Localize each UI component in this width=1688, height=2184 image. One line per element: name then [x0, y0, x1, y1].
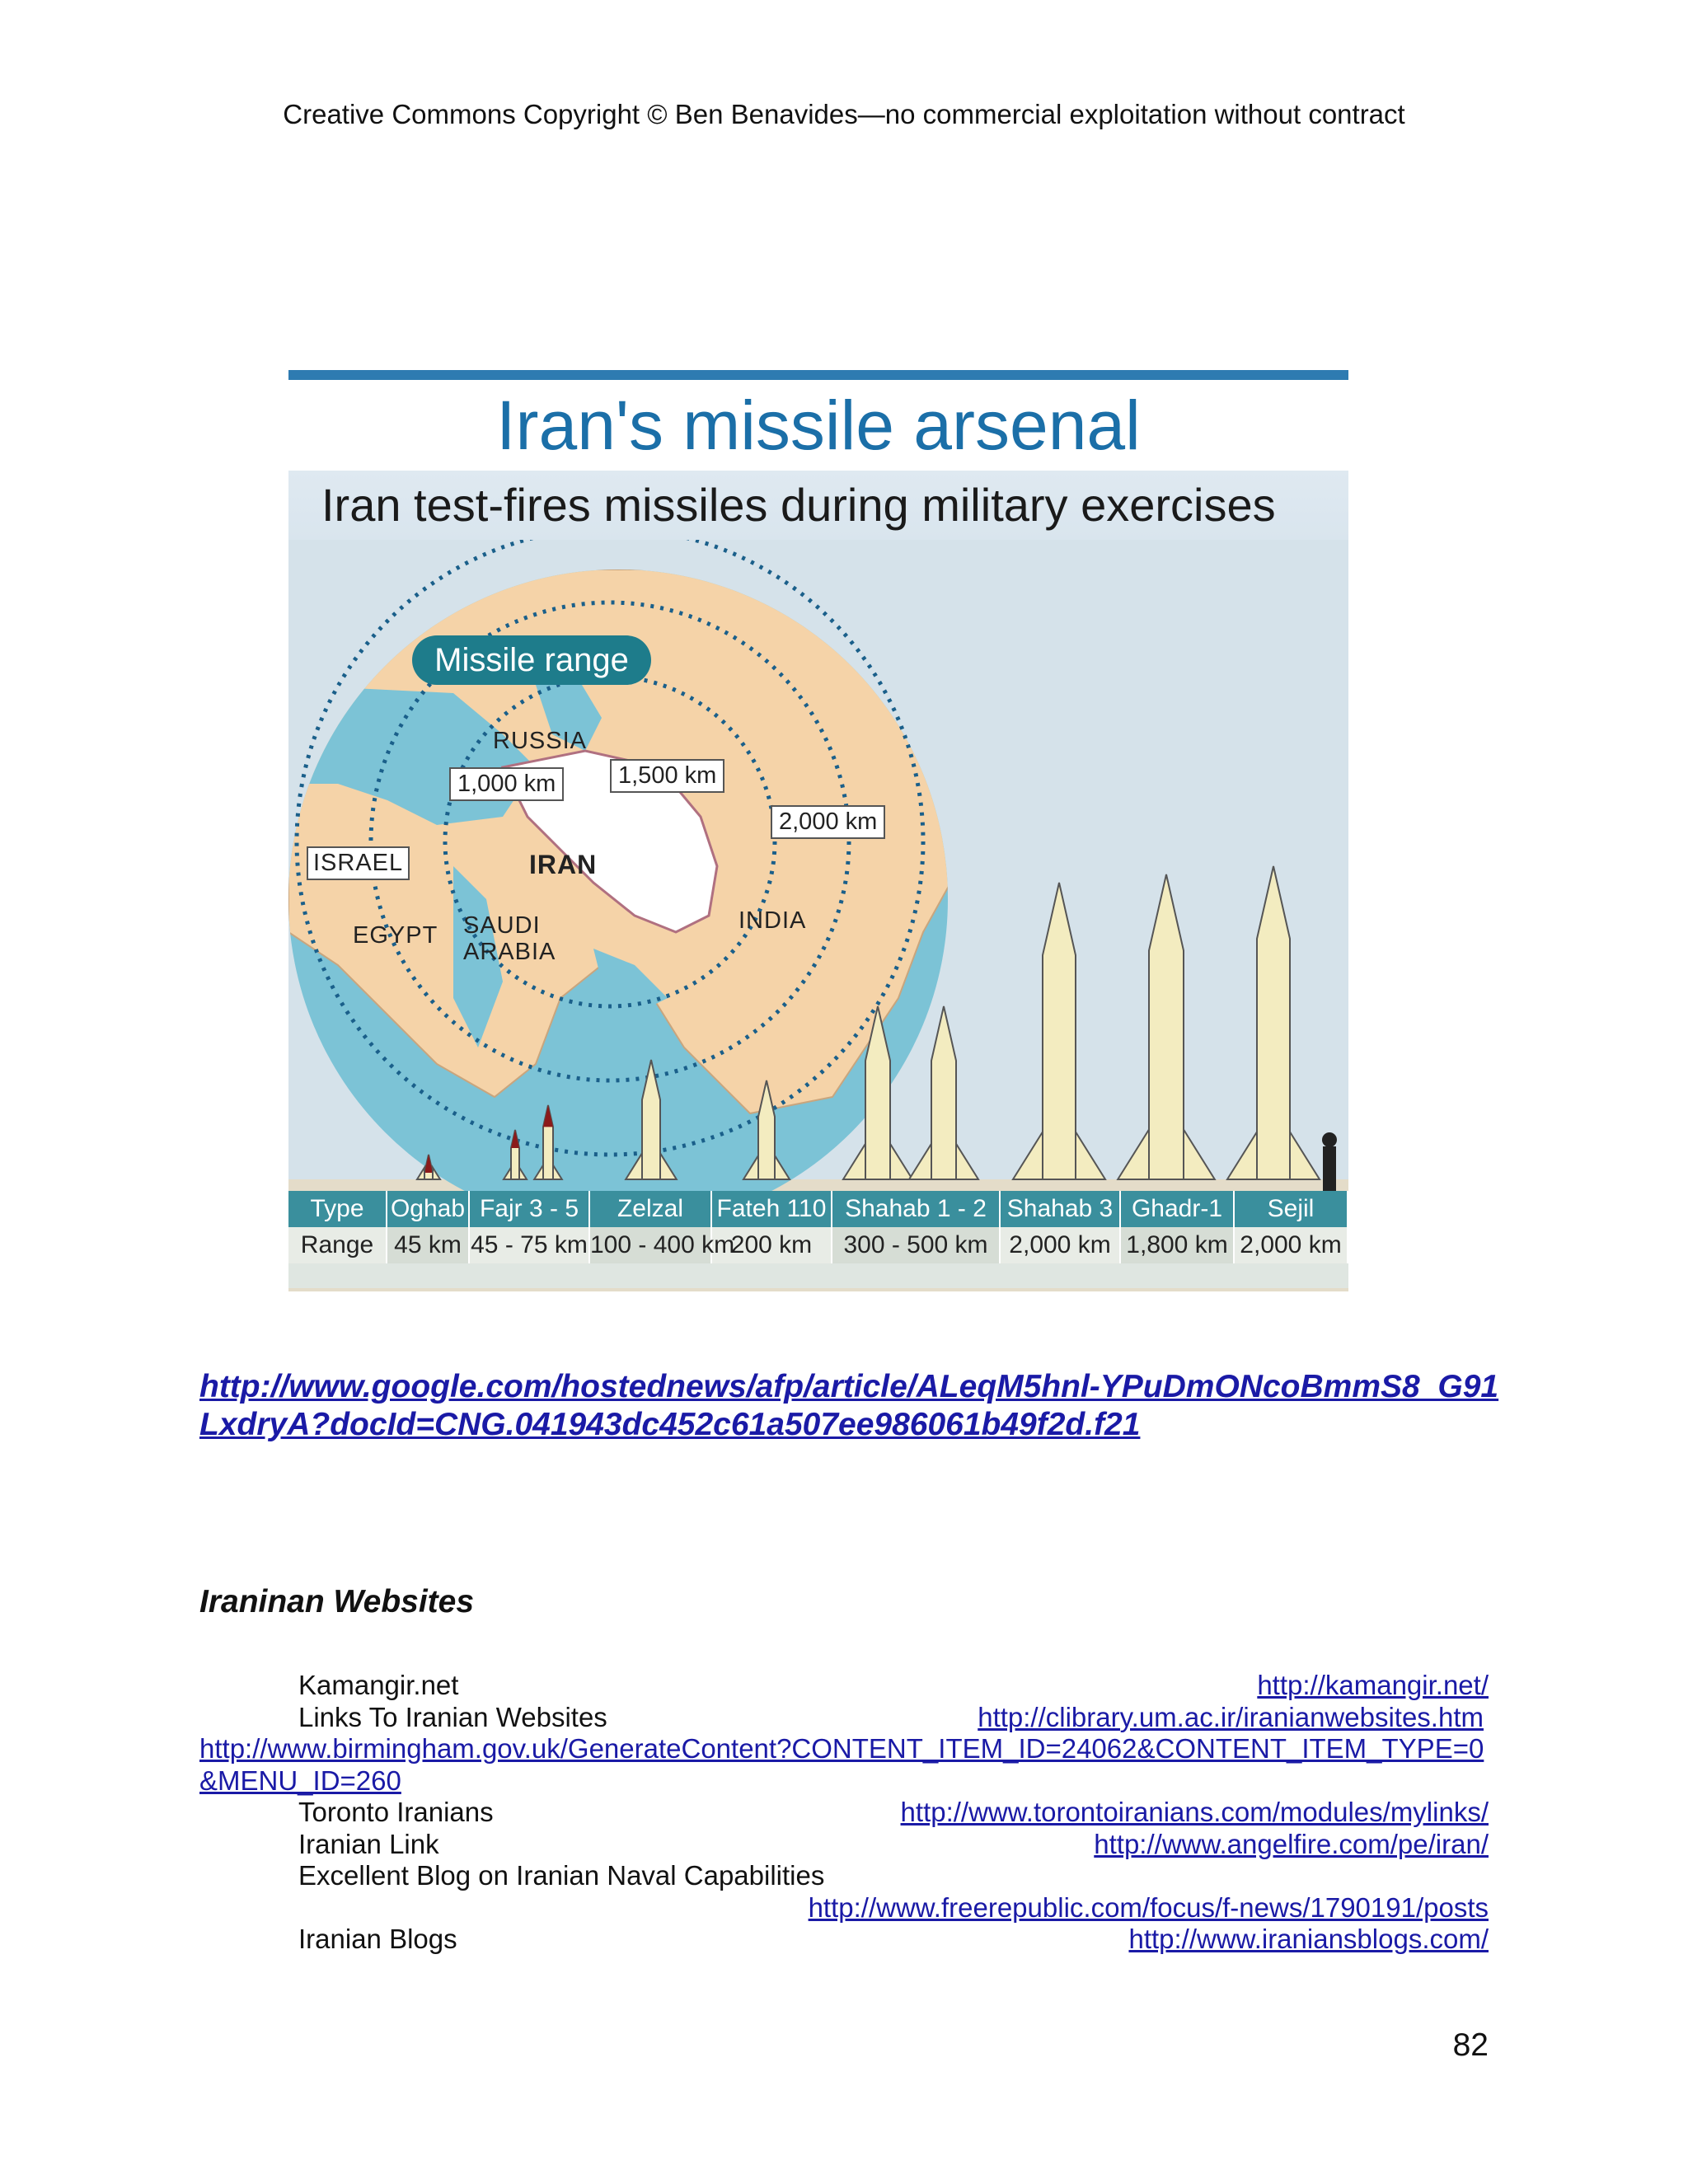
missile-arsenal-infographic	[288, 370, 1348, 1291]
spec-range-cell: 300 - 500 km	[832, 1227, 1001, 1263]
page-number: 82	[1452, 2027, 1489, 2063]
link-url[interactable]: http://www.torontoiranians.com/modules/mylinks/	[900, 1797, 1489, 1827]
spec-type-cell: Shahab 1 - 2	[832, 1191, 1001, 1227]
spec-range-cell: 45 km	[387, 1227, 470, 1263]
section-heading: Iraninan Websites	[199, 1584, 475, 1619]
article-source-link[interactable]: http://www.google.com/hostednews/afp/article/ALeqM5hnl-YPuDmONcoBmmS8_G91LxdryA?docId=CNG.041943dc452c61a507ee986061b49f2d.f21	[199, 1369, 1499, 1442]
spec-type-header: Type	[288, 1191, 387, 1227]
link-url[interactable]: http://kamangir.net/	[1257, 1670, 1489, 1700]
missile-range-pill: Missile range	[412, 635, 651, 685]
map-label-saudi-line2: ARABIA	[463, 939, 556, 965]
missile-spec-table	[288, 1191, 1348, 1288]
spec-type-cell: Ghadr-1	[1121, 1191, 1235, 1227]
spec-range-cell: 2,000 km	[1001, 1227, 1121, 1263]
link-url[interactable]: http://www.angelfire.com/pe/iran/	[1094, 1828, 1489, 1859]
map-label-israel: ISRAEL	[307, 846, 410, 880]
link-name: Excellent Blog on Iranian Naval Capabilities	[298, 1860, 825, 1891]
link-url[interactable]: http://www.iraniansblogs.com/	[1128, 1924, 1489, 1954]
link-name: Iranian Blogs	[298, 1924, 457, 1954]
link-name: Toronto Iranians	[298, 1797, 494, 1827]
spec-range-cell: 1,800 km	[1121, 1227, 1235, 1263]
map-label-iran: IRAN	[529, 850, 598, 879]
list-item	[199, 1702, 1489, 1734]
spec-type-cell: Oghab	[387, 1191, 470, 1227]
list-item	[199, 1829, 1489, 1861]
spec-row-type	[288, 1191, 1348, 1227]
range-box-1500: 1,500 km	[610, 759, 724, 793]
spec-type-cell: Zelzal	[590, 1191, 712, 1227]
list-item	[199, 1860, 1489, 1892]
copyright-header: Creative Commons Copyright © Ben Benavides—no commercial exploitation without contract	[283, 99, 1405, 129]
figure-top-bar	[288, 370, 1348, 380]
list-item	[199, 1797, 1489, 1829]
map-label-india: INDIA	[738, 907, 807, 934]
figure-title: Iran's missile arsenal	[288, 380, 1348, 471]
list-item	[199, 1670, 1489, 1702]
spec-range-cell: 100 - 400 km	[590, 1227, 712, 1263]
figure-body	[288, 471, 1348, 1291]
map-label-saudi	[463, 912, 556, 965]
figure-subtitle: Iran test-fires missiles during military exercises	[288, 471, 1348, 540]
link-url[interactable]: http://www.freerepublic.com/focus/f-news/1790191/posts	[808, 1891, 1489, 1923]
spec-range-header: Range	[288, 1227, 387, 1263]
link-name: Links To Iranian Websites	[298, 1701, 607, 1732]
spec-range-cell: 2,000 km	[1235, 1227, 1348, 1263]
map-and-missiles-graphic	[288, 471, 1348, 1291]
range-box-2000: 2,000 km	[771, 805, 885, 839]
link-name: Kamangir.net	[298, 1670, 459, 1700]
map-label-saudi-line1: SAUDI	[463, 912, 541, 939]
iranian-websites-list	[199, 1670, 1489, 1956]
spec-type-cell: Sejil	[1235, 1191, 1348, 1227]
map-label-russia: RUSSIA	[493, 728, 587, 754]
spec-range-cell: 45 - 75 km	[470, 1227, 590, 1263]
spec-type-cell: Shahab 3	[1001, 1191, 1121, 1227]
link-name: Iranian Link	[298, 1828, 439, 1859]
list-item	[199, 1892, 1489, 1924]
map-label-egypt: EGYPT	[353, 922, 438, 949]
list-item	[199, 1733, 1489, 1797]
link-url[interactable]: http://clibrary.um.ac.ir/iranianwebsites.htm	[978, 1701, 1484, 1732]
range-box-1000: 1,000 km	[449, 767, 564, 801]
list-item	[199, 1924, 1489, 1956]
spec-row-range	[288, 1227, 1348, 1263]
spec-type-cell: Fateh 110	[712, 1191, 832, 1227]
spec-range-cell: 200 km	[712, 1227, 832, 1263]
link-url[interactable]: http://www.birmingham.gov.uk/GenerateContent?CONTENT_ITEM_ID=24062&CONTENT_ITEM_TYPE=0&MENU_ID=260	[199, 1733, 1484, 1796]
missile-silhouettes	[1322, 1132, 1337, 1196]
spec-type-cell: Fajr 3 - 5	[470, 1191, 590, 1227]
